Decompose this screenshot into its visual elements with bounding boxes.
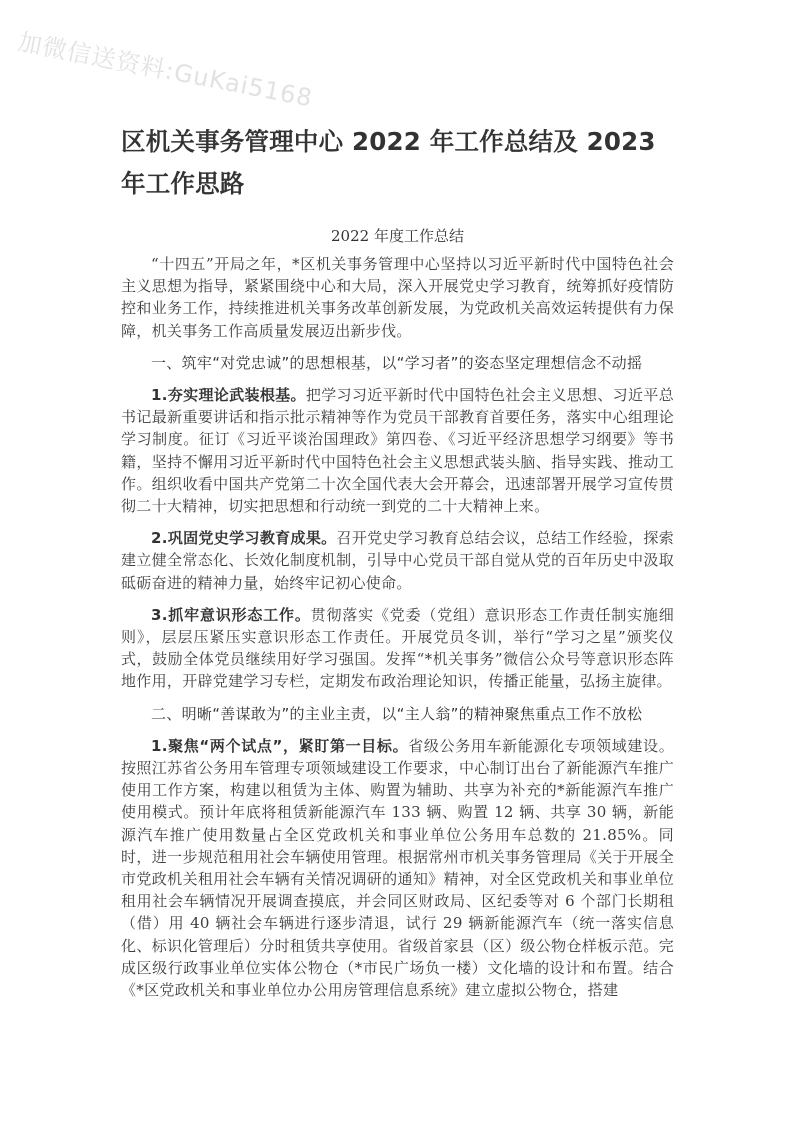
section-heading-2: 二、明晰“善谋敢为”的主业主责，以“主人翁”的精神聚焦重点工作不放松 — [151, 704, 643, 723]
item-paragraph — [121, 527, 674, 594]
item-lead: 2.巩固党史学习教育成果。 — [151, 529, 337, 548]
intro-paragraph: “十四五”开局之年，*区机关事务管理中心坚持以习近平新时代中国特色社会主义思想为指导，紧紧围绕中心和大局，深入开展党史学习教育，统筹抓好疫情防控和业务工作，持续推进机关事务改革创新发展，为党政机关高效运转提供有力保障，机关事务工作高质量发展迈出新步伐。 — [121, 255, 674, 340]
item-lead: 1.聚焦“两个试点”，紧盯第一目标。 — [151, 736, 409, 755]
document-page — [121, 121, 674, 1001]
watermark-text: 加微信送资料:GuKai5168 — [15, 27, 316, 113]
section-subtitle: 2022 年度工作总结 — [331, 227, 464, 245]
item-text: 召开党史学习教育总结会议，总结工作经验，探索建立健全常态化、长效化制度机制，引导中心党员干部自觉从党的百年历史中汲取砥砺奋进的精神力量，始终牢记初心使命。 — [121, 529, 674, 592]
item-lead: 3.抓牢意识形态工作。 — [151, 605, 311, 624]
item-text: 贯彻落实《党委（党组）意识形态工作责任制实施细则》，层层压紧压实意识形态工作责任。开展党员冬训，举行“学习之星”颁奖仪式，鼓励全体党员继续用好学习强国。发挥“*机关事务”微信公众号等意识形态阵地作用，开辟党建学习专栏，定期发布政治理论知识，传播正能量，弘扬主旋律。 — [121, 605, 675, 691]
item-paragraph — [121, 384, 674, 517]
item-text: 把学习习近平新时代中国特色社会主义思想、习近平总书记最新重要讲话和指示批示精神等作为党员干部教育首要任务，落实中心组理论学习制度。征订《习近平谈治国理政》第四卷、《习近平经济思想学习纲要》等书籍，坚持不懈用习近平新时代中国特色社会主义思想武装头脑、指导实践、推动工作。组织收看中国共产党第二十次全国代表大会开幕会，迅速部署开展学习宣传贯彻二十大精神，切实把思想和行动统一到党的二十大精神上来。 — [121, 386, 675, 516]
item-paragraph — [121, 604, 674, 693]
item-paragraph — [121, 735, 674, 1001]
item-text: 省级公务用车新能源化专项领域建设。按照江苏省公务用车管理专项领域建设工作要求，中心制订出台了新能源汽车推广使用工作方案，构建以租赁为主体、购置为辅助、共享为补充的*新能源汽车推广使用模式。预计年底将租赁新能源汽车 133 辆、购置 12 辆、共享 30 辆，新能源汽车推广使用数量占全区党政机关和事业单位公务用车总数的 21.85%。同时，进一步规范租用社会车辆使用管理。根据常州市机关事务管理局《关于开展全市党政机关租用社会车辆有关情况调研的通知》精神，对全区党政机关和事业单位租用社会车辆情况开展调查摸底，并会同区财政局、区纪委等对 6 个部门长期租（借）用 40 辆社会车辆进行逐步清退，试行 29 辆新能源汽车（统一落实信息化、标识化管理后）分时租赁共享使用。省级首家县（区）级公物仓样板示范。完成区级行政事业单位实体公物仓（*市民广场负一楼）文化墙的设计和布置。结合《*区党政机关和事业单位办公用房管理信息系统》建立虚拟公物仓，搭建 — [121, 736, 674, 1000]
item-lead: 1.夯实理论武装根基。 — [151, 386, 306, 405]
section-heading-1: 一、筑牢“对党忠诚”的思想根基，以“学习者”的姿态坚定理想信念不动摇 — [151, 353, 643, 372]
document-title: 区机关事务管理中心 2022 年工作总结及 2023 年工作思路 — [121, 127, 656, 198]
